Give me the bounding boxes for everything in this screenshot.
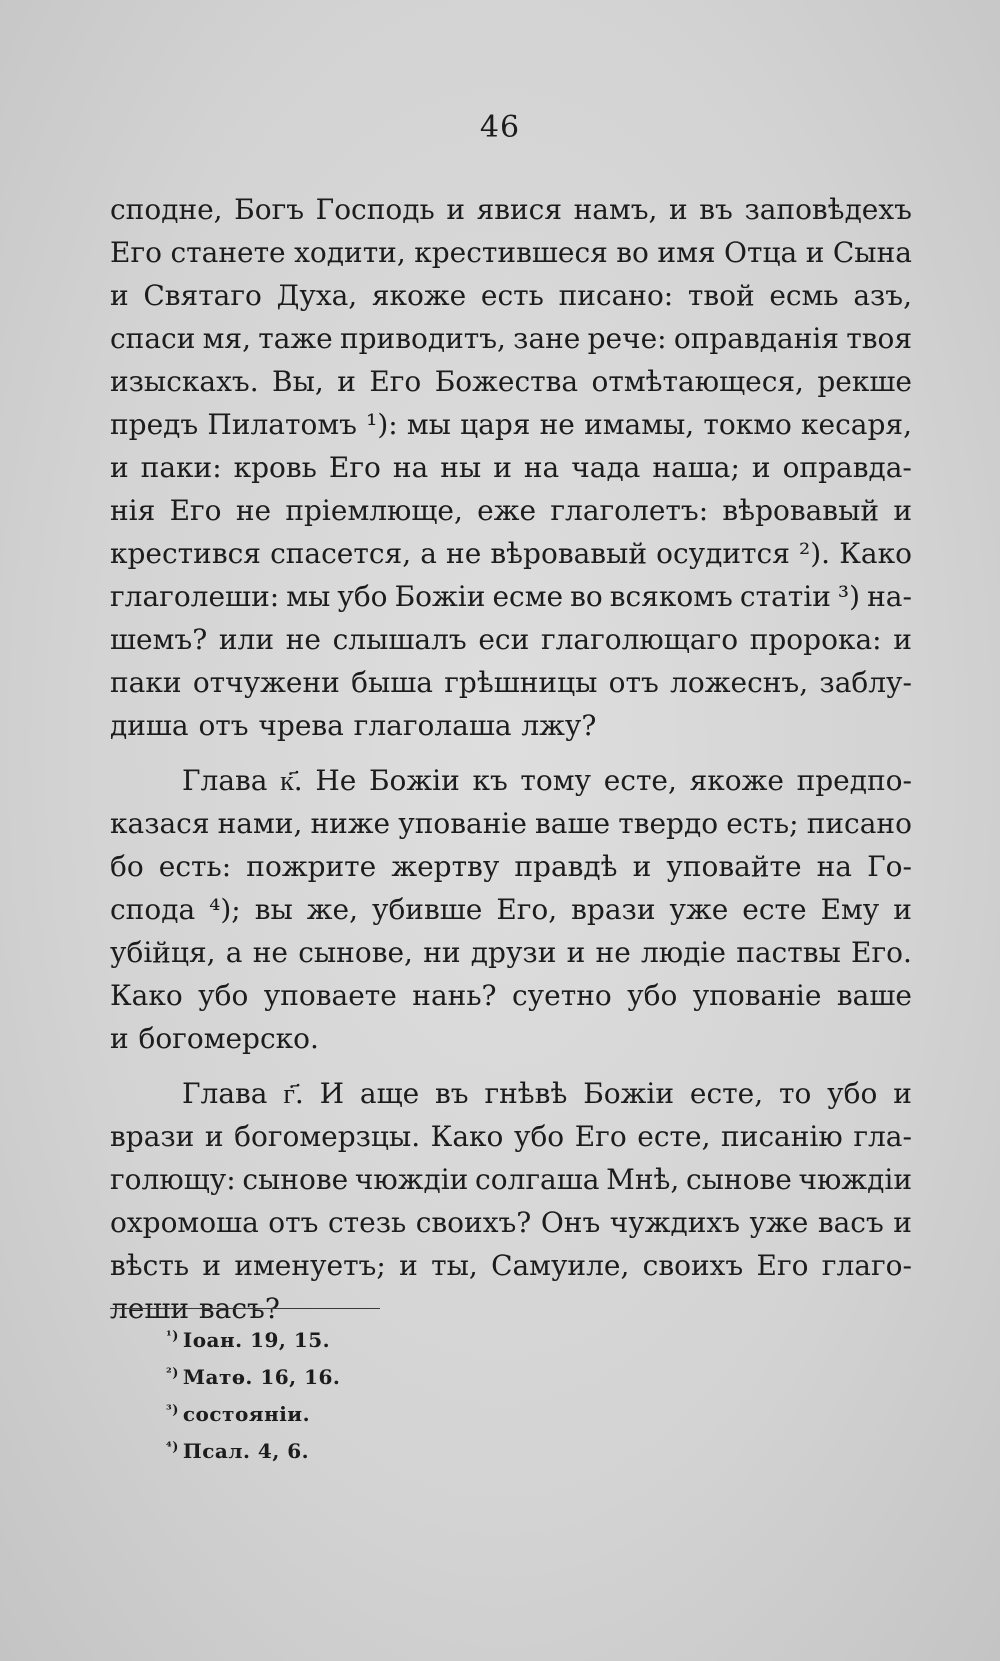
word: всякомъ: [609, 580, 733, 613]
word: Его: [110, 236, 162, 269]
word: своихъ?: [415, 1206, 532, 1239]
word: якоже: [371, 279, 467, 312]
text-line: [110, 274, 912, 317]
word: оправданія: [673, 322, 839, 355]
word: богомерзцы.: [234, 1120, 421, 1153]
word: и: [751, 451, 771, 484]
word: быша: [351, 666, 433, 699]
text-line: [110, 1017, 912, 1060]
word: азъ,: [853, 279, 912, 312]
word: мы: [286, 580, 331, 613]
paragraph: [110, 759, 912, 1060]
footnotes: [166, 1322, 340, 1470]
word: убо: [827, 1077, 878, 1110]
word: Како: [839, 537, 912, 570]
word: людіе: [641, 936, 726, 969]
word: грѣшницы: [444, 666, 598, 699]
word: Богъ: [234, 193, 305, 226]
word: сподне,: [110, 193, 223, 226]
word: Духа,: [276, 279, 358, 312]
word: именуетъ;: [234, 1249, 386, 1282]
footnote-mark: ¹): [166, 1329, 179, 1344]
word: же,: [306, 893, 358, 926]
word: упованіе: [692, 979, 822, 1012]
word: токмо: [703, 408, 792, 441]
text-line: [110, 532, 912, 575]
word: гнѣвѣ: [484, 1077, 568, 1110]
text-line: [110, 575, 912, 618]
word: глаголаша: [353, 709, 512, 742]
word: Самуиле,: [491, 1249, 630, 1282]
word: писано:: [558, 279, 674, 312]
word: на: [523, 451, 560, 484]
footnote-divider: [110, 1308, 380, 1309]
word: богомерско.: [138, 1022, 319, 1055]
word: писано: [806, 807, 912, 840]
word: крестившеся: [414, 236, 608, 269]
word: Его: [756, 1249, 809, 1282]
word: изыскахъ.: [110, 365, 259, 398]
word: или: [218, 623, 275, 656]
text-line: [110, 489, 912, 532]
text-line: [110, 188, 912, 231]
word: ¹):: [366, 408, 398, 441]
word: уже: [669, 893, 729, 926]
word: и: [110, 279, 129, 312]
word: оправда-: [782, 451, 912, 484]
word: ходити,: [294, 236, 406, 269]
word: чюждіи: [354, 1163, 469, 1196]
word: и: [110, 451, 129, 484]
word: пріемлюще,: [285, 494, 463, 527]
word: на: [392, 451, 429, 484]
word: врази: [110, 1120, 195, 1153]
word: леши: [110, 1292, 190, 1325]
word: к҃.: [280, 764, 303, 797]
word: спасется,: [270, 537, 412, 570]
word: И: [319, 1077, 345, 1110]
word: намъ,: [573, 193, 658, 226]
word: приводитъ,: [339, 322, 506, 355]
word: Божіи: [394, 580, 486, 613]
text-line: [110, 1115, 912, 1158]
word: есте,: [637, 1120, 711, 1153]
word: аще: [359, 1077, 420, 1110]
word: писанію: [721, 1120, 843, 1153]
word: не: [595, 936, 631, 969]
word: Его: [369, 365, 422, 398]
word: правдѣ: [514, 850, 618, 883]
word: уповаете: [263, 979, 397, 1012]
word: во: [616, 236, 649, 269]
word: кровь: [233, 451, 317, 484]
word: спода: [110, 893, 196, 926]
word: есть;: [726, 807, 799, 840]
word: рекше: [817, 365, 912, 398]
text-line: [110, 888, 912, 931]
word: и: [337, 365, 356, 398]
word: стезь: [327, 1206, 407, 1239]
footnote: [166, 1433, 340, 1470]
word: есмь: [769, 279, 839, 312]
text-line: [110, 446, 912, 489]
word: еже: [477, 494, 537, 527]
text-line: [110, 403, 912, 446]
word: пророка:: [749, 623, 882, 656]
word: ны: [440, 451, 482, 484]
word: нами,: [217, 807, 303, 840]
word: Онъ: [540, 1206, 601, 1239]
word: уповайте: [666, 850, 802, 883]
word: есте: [742, 893, 807, 926]
text-line: [110, 974, 912, 1017]
word: г҃.: [283, 1077, 304, 1110]
word: чюждіи: [798, 1163, 912, 1196]
word: Пилатомъ: [207, 408, 357, 441]
word: не: [285, 623, 321, 656]
word: и: [893, 1077, 912, 1110]
word: ниже: [310, 807, 391, 840]
footnote-mark: ³): [166, 1403, 179, 1418]
word: крестився: [110, 537, 261, 570]
word: имя: [657, 236, 716, 269]
word: Глава: [182, 1077, 268, 1110]
word: мя,: [202, 322, 251, 355]
word: и: [202, 1249, 222, 1282]
word: отъ: [608, 666, 659, 699]
word: то: [778, 1077, 812, 1110]
word: нань?: [412, 979, 497, 1012]
word: слышалъ: [332, 623, 467, 656]
text-line: [110, 845, 912, 888]
word: во: [570, 580, 603, 613]
word: Како: [110, 979, 183, 1012]
word: ³): [837, 580, 861, 613]
word: упованіе: [398, 807, 527, 840]
page-number: 46: [479, 110, 521, 145]
word: чрева: [258, 709, 344, 742]
word: пожрите: [246, 850, 377, 883]
footnote-text: Іоан. 19, 15.: [182, 1328, 331, 1352]
word: убо: [627, 979, 678, 1012]
word: якоже: [689, 764, 784, 797]
word: гла-: [853, 1120, 912, 1153]
word: ты,: [431, 1249, 478, 1282]
word: твоя: [846, 322, 912, 355]
word: вѣсть: [110, 1249, 190, 1282]
word: Мнѣ,: [606, 1163, 680, 1196]
word: отмѣтающеся,: [591, 365, 804, 398]
word: а: [225, 936, 243, 969]
word: сынове: [685, 1163, 792, 1196]
word: Его.: [851, 936, 912, 969]
text-line: [110, 704, 912, 747]
word: не: [235, 494, 272, 527]
word: сынове,: [298, 936, 413, 969]
text-line: [110, 360, 912, 403]
word: и: [893, 494, 912, 527]
text-line: [110, 317, 912, 360]
footnote-mark: ⁴): [166, 1440, 179, 1455]
word: на: [816, 850, 852, 883]
word: таже: [258, 322, 333, 355]
word: тому: [520, 764, 592, 797]
word: Святаго: [143, 279, 262, 312]
word: не: [446, 537, 482, 570]
text-line: [110, 1201, 912, 1244]
text-line: [110, 1072, 912, 1115]
paragraph-gap: [110, 747, 912, 759]
word: и: [204, 1120, 224, 1153]
paragraph: [110, 1072, 912, 1330]
text-line: [110, 618, 912, 661]
word: ваше: [836, 979, 912, 1012]
word: убо: [337, 580, 388, 613]
word: предпо-: [796, 764, 912, 797]
word: Его: [328, 451, 381, 484]
word: паки:: [140, 451, 222, 484]
word: рече:: [587, 322, 667, 355]
word: не: [539, 408, 575, 441]
word: наша;: [652, 451, 740, 484]
word: еси: [478, 623, 530, 656]
word: вы: [254, 893, 293, 926]
word: заблу-: [819, 666, 912, 699]
word: отъ: [268, 1206, 319, 1239]
word: зане: [513, 322, 581, 355]
footnote-text: Псал. 4, 6.: [182, 1439, 310, 1463]
word: есть:: [158, 850, 232, 883]
word: Его,: [496, 893, 558, 926]
word: на-: [867, 580, 912, 613]
word: явися: [476, 193, 563, 226]
word: паствы: [736, 936, 841, 969]
word: и: [399, 1249, 418, 1282]
word: глаго-: [821, 1249, 912, 1282]
word: есть: [480, 279, 544, 312]
word: голющу:: [110, 1163, 236, 1196]
word: и: [893, 623, 912, 656]
word: Господь: [315, 193, 435, 226]
word: бо: [110, 850, 144, 883]
word: чуждихъ: [609, 1206, 741, 1239]
word: вѣровавый: [722, 494, 880, 527]
word: и: [669, 193, 688, 226]
word: жертву: [391, 850, 500, 883]
word: Не: [315, 764, 357, 797]
text-line: [110, 759, 912, 802]
word: друзи: [470, 936, 557, 969]
paragraph-gap: [110, 1060, 912, 1072]
word: глаголетъ:: [550, 494, 709, 527]
word: къ: [472, 764, 508, 797]
text-line: [110, 231, 912, 274]
footnote: [166, 1322, 340, 1359]
word: уже: [749, 1206, 809, 1239]
footnote-text: Матѳ. 16, 16.: [182, 1365, 341, 1389]
text-line: [110, 1244, 912, 1287]
word: ваше: [535, 807, 611, 840]
word: суетно: [512, 979, 612, 1012]
word: и: [446, 193, 465, 226]
word: не: [252, 936, 288, 969]
paragraph: [110, 188, 912, 747]
word: своихъ: [642, 1249, 744, 1282]
word: Божіи: [368, 764, 460, 797]
word: и: [805, 236, 825, 269]
word: отчужени: [192, 666, 340, 699]
word: есте,: [689, 1077, 764, 1110]
word: станете: [170, 236, 286, 269]
word: и: [566, 936, 586, 969]
word: твой: [687, 279, 755, 312]
word: спаси: [110, 322, 196, 355]
word: сынове: [242, 1163, 349, 1196]
word: и: [893, 1206, 912, 1239]
word: предъ: [110, 408, 199, 441]
word: лжу?: [521, 709, 597, 742]
word: охромоша: [110, 1206, 259, 1239]
word: есме: [492, 580, 564, 613]
word: чада: [571, 451, 641, 484]
word: глаголеши:: [110, 580, 280, 613]
word: казася: [110, 807, 210, 840]
word: есте,: [603, 764, 677, 797]
word: Его: [574, 1120, 627, 1153]
word: убійця,: [110, 936, 216, 969]
text-line: [110, 931, 912, 974]
word: заповѣдехъ: [744, 193, 912, 226]
word: и: [493, 451, 512, 484]
word: мы: [406, 408, 451, 441]
word: глаголющаго: [540, 623, 739, 656]
word: Сына: [832, 236, 912, 269]
word: шемъ?: [110, 623, 208, 656]
word: Како: [430, 1120, 504, 1153]
word: диша: [110, 709, 189, 742]
word: солгаша: [475, 1163, 600, 1196]
body-text: [110, 188, 912, 1330]
word: ни: [423, 936, 461, 969]
word: осудится: [656, 537, 790, 570]
word: а: [420, 537, 437, 570]
footnote-mark: ²): [166, 1366, 179, 1381]
word: Отца: [724, 236, 798, 269]
word: Ему: [820, 893, 880, 926]
word: царя: [460, 408, 531, 441]
word: ⁴);: [209, 893, 241, 926]
footnote-text: состояніи.: [182, 1402, 311, 1426]
word: вѣровавый: [490, 537, 648, 570]
word: кесаря,: [801, 408, 912, 441]
word: убо: [198, 979, 249, 1012]
word: твердо: [618, 807, 719, 840]
word: и: [893, 893, 912, 926]
word: и: [632, 850, 652, 883]
text-line: [110, 802, 912, 845]
word: Вы,: [272, 365, 324, 398]
word: нія: [110, 494, 156, 527]
word: васъ: [817, 1206, 884, 1239]
word: убо: [513, 1120, 565, 1153]
word: врази: [571, 893, 656, 926]
word: Божіи: [583, 1077, 675, 1110]
footnote: [166, 1396, 340, 1433]
footnote: [166, 1359, 340, 1396]
word: Го-: [867, 850, 912, 883]
word: Глава: [182, 764, 268, 797]
word: отъ: [198, 709, 249, 742]
word: въ: [435, 1077, 469, 1110]
word: Его: [169, 494, 222, 527]
word: васъ?: [198, 1292, 280, 1325]
word: ложеснъ,: [670, 666, 809, 699]
word: паки: [110, 666, 182, 699]
word: Божества: [434, 365, 579, 398]
word: имамы,: [584, 408, 695, 441]
word: ²).: [799, 537, 831, 570]
word: убивше: [371, 893, 483, 926]
word: въ: [699, 193, 733, 226]
word: и: [110, 1022, 129, 1055]
word: статіи: [739, 580, 831, 613]
text-line: [110, 1158, 912, 1201]
text-line: [110, 661, 912, 704]
